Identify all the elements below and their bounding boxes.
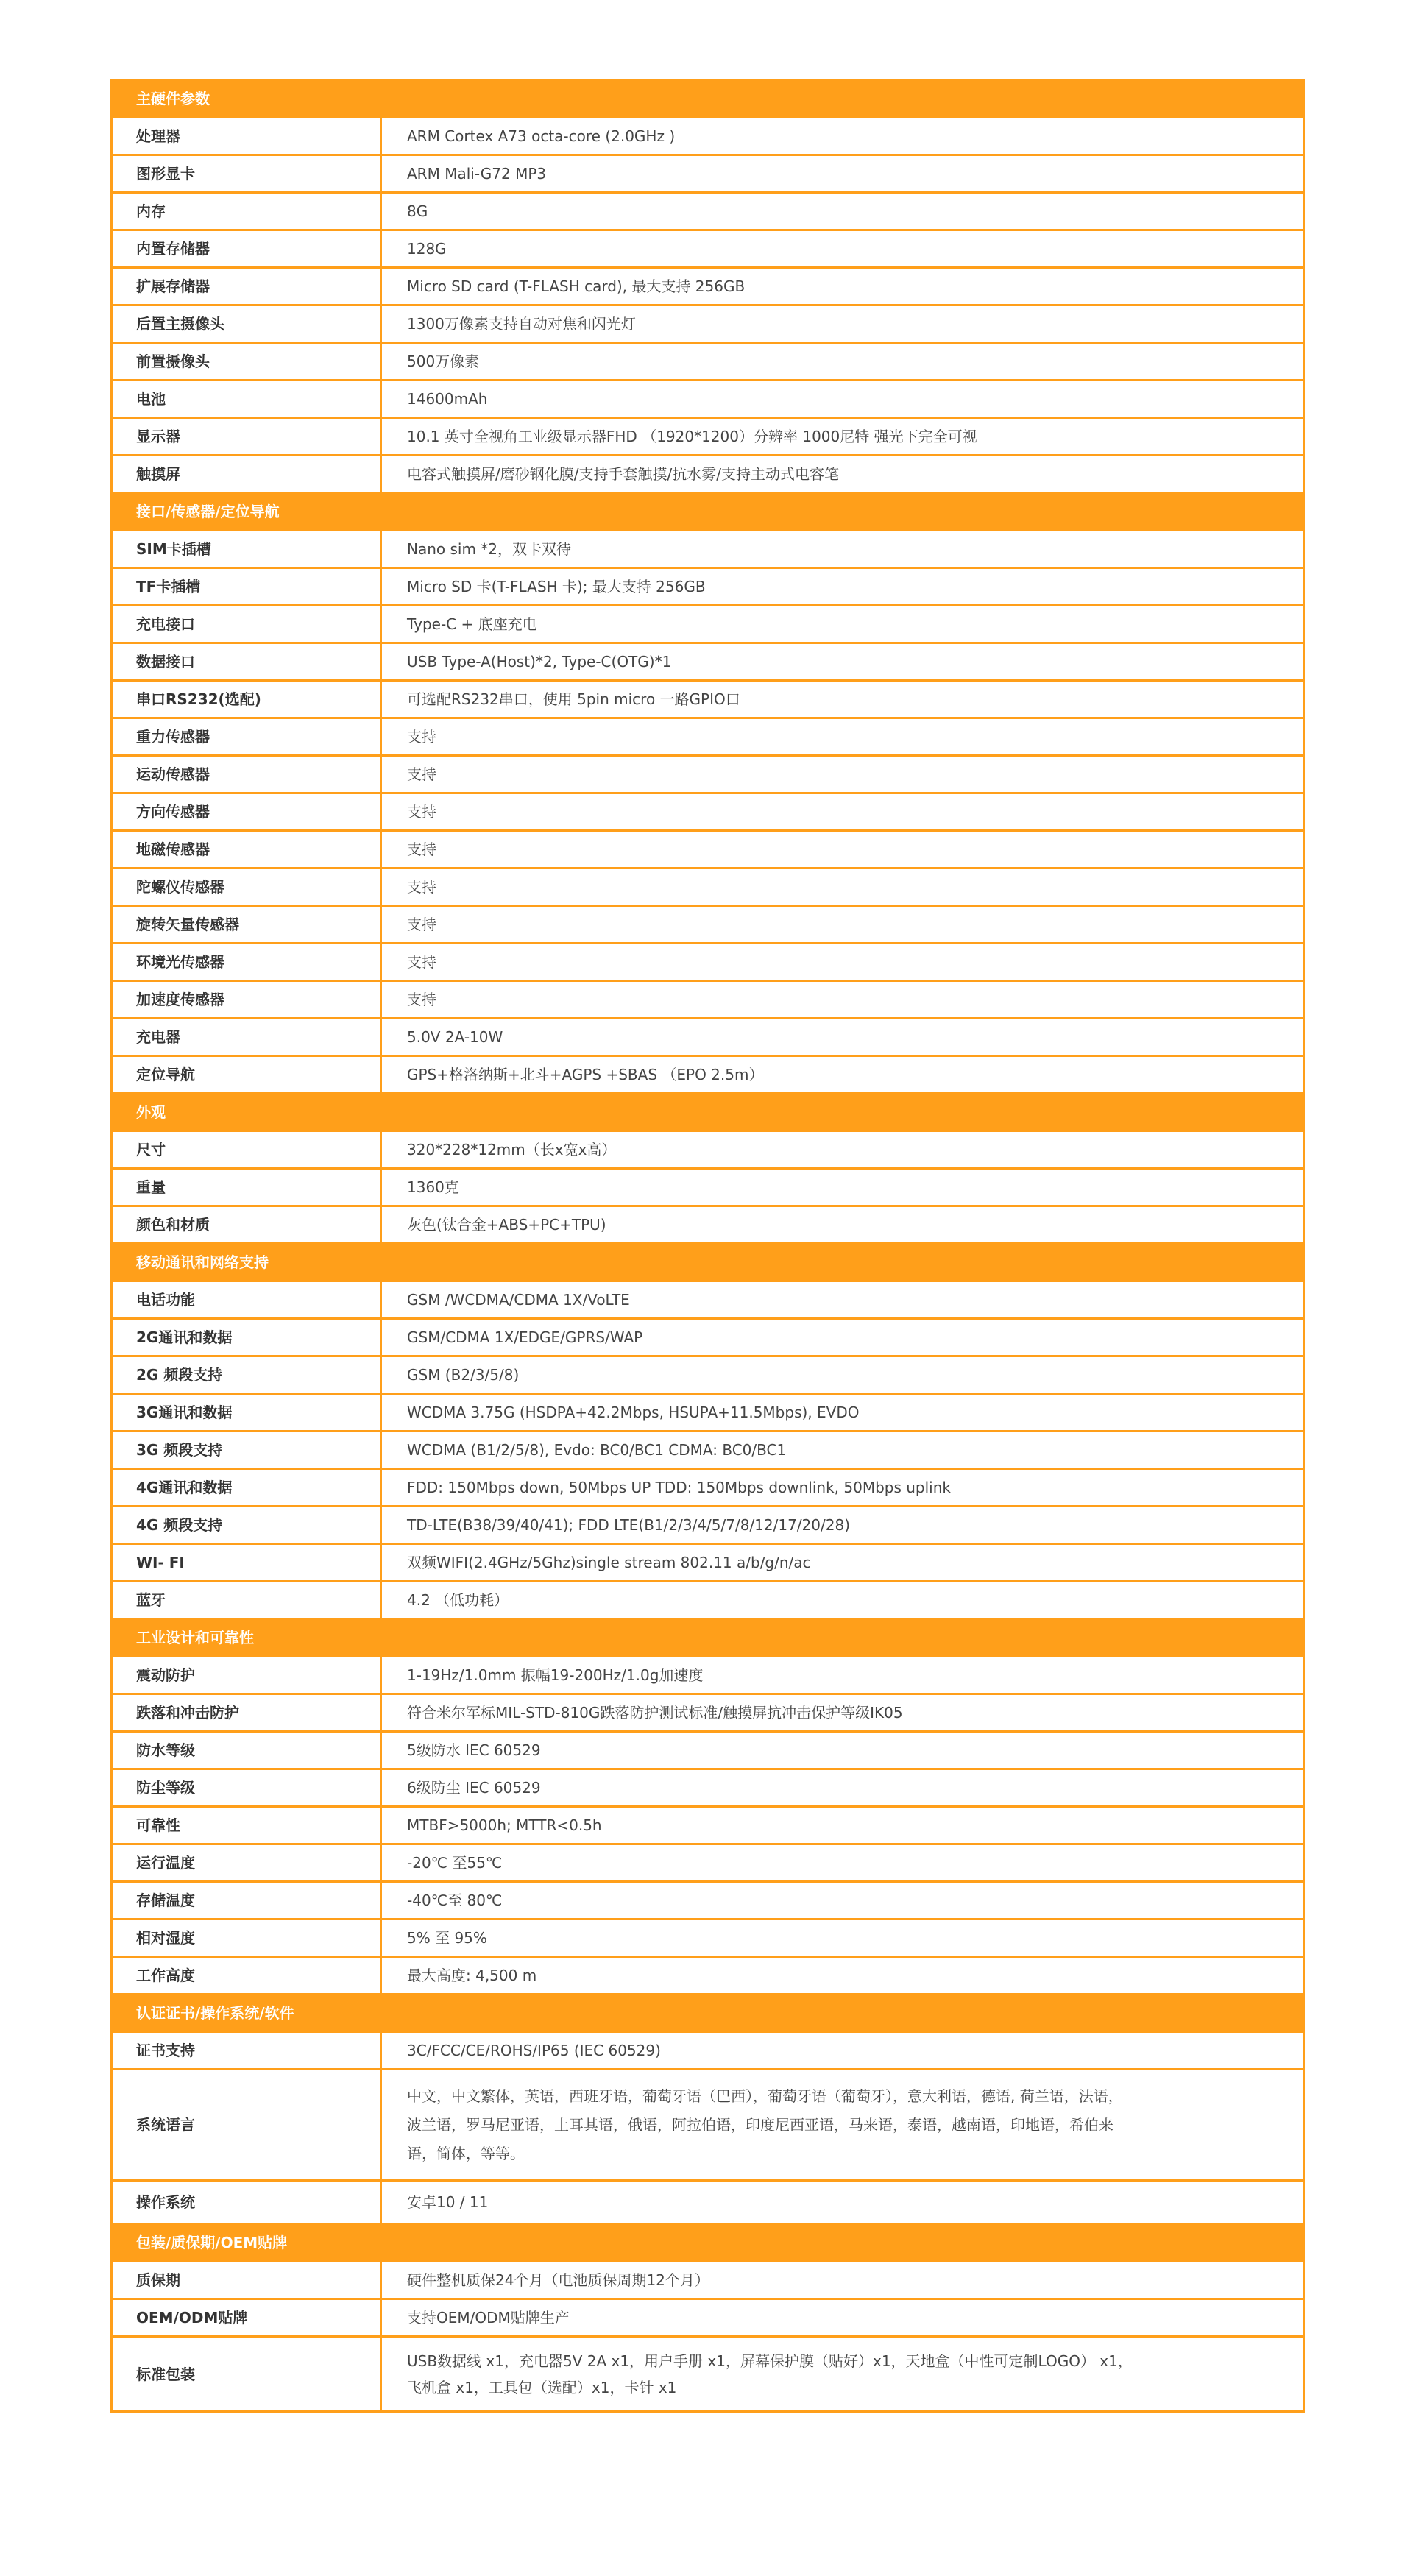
spec-row bbox=[112, 868, 1304, 906]
spec-label: 操作系统 bbox=[112, 2181, 381, 2224]
spec-label: 防尘等级 bbox=[112, 1769, 381, 1807]
spec-value: 最大高度: 4,500 m bbox=[381, 1957, 1304, 1995]
section-header-row bbox=[112, 80, 1304, 118]
spec-value: GSM/CDMA 1X/EDGE/GPRS/WAP bbox=[381, 1319, 1304, 1356]
section-header-row bbox=[112, 1995, 1304, 2032]
spec-label: 后置主摄像头 bbox=[112, 305, 381, 343]
spec-label: 标准包装 bbox=[112, 2337, 381, 2412]
spec-label: 显示器 bbox=[112, 418, 381, 456]
spec-row bbox=[112, 1844, 1304, 1882]
spec-row bbox=[112, 381, 1304, 418]
spec-value: 320*228*12mm（长x宽x高） bbox=[381, 1131, 1304, 1169]
section-title: 包装/质保期/OEM贴牌 bbox=[112, 2224, 1304, 2262]
spec-label: OEM/ODM贴牌 bbox=[112, 2299, 381, 2337]
spec-row bbox=[112, 1281, 1304, 1319]
spec-row bbox=[112, 1769, 1304, 1807]
spec-row bbox=[112, 1131, 1304, 1169]
spec-row bbox=[112, 1919, 1304, 1957]
spec-value: 4.2 （低功耗） bbox=[381, 1582, 1304, 1619]
spec-label: TF卡插槽 bbox=[112, 568, 381, 606]
spec-value: 支持 bbox=[381, 756, 1304, 793]
section-title: 工业设计和可靠性 bbox=[112, 1619, 1304, 1657]
spec-label: 旋转矢量传感器 bbox=[112, 906, 381, 944]
spec-value: 符合米尔军标MIL-STD-810G跌落防护测试标准/触摸屏抗冲击保护等级IK05 bbox=[381, 1694, 1304, 1732]
spec-row bbox=[112, 418, 1304, 456]
spec-value: 电容式触摸屏/磨砂钢化膜/支持手套触摸/抗水雾/支持主动式电容笔 bbox=[381, 456, 1304, 493]
spec-label: 运行温度 bbox=[112, 1844, 381, 1882]
spec-row bbox=[112, 643, 1304, 681]
spec-row bbox=[112, 1206, 1304, 1244]
spec-value: 支持 bbox=[381, 944, 1304, 981]
spec-value: 1360克 bbox=[381, 1169, 1304, 1206]
spec-label: 前置摄像头 bbox=[112, 343, 381, 381]
spec-value-line: 波兰语，罗马尼亚语，土耳其语，俄语，阿拉伯语，印度尼西亚语，马来语，泰语，越南语，印地语，希伯来 bbox=[407, 2115, 1113, 2134]
spec-label: 充电器 bbox=[112, 1019, 381, 1056]
spec-row bbox=[112, 1657, 1304, 1694]
spec-label: 可靠性 bbox=[112, 1807, 381, 1844]
spec-label: 重量 bbox=[112, 1169, 381, 1206]
spec-row bbox=[112, 305, 1304, 343]
section-header-row bbox=[112, 1244, 1304, 1281]
spec-label: 蓝牙 bbox=[112, 1582, 381, 1619]
spec-row bbox=[112, 1432, 1304, 1469]
spec-label: 2G通讯和数据 bbox=[112, 1319, 381, 1356]
spec-label: 3G通讯和数据 bbox=[112, 1394, 381, 1432]
spec-value: 5% 至 95% bbox=[381, 1919, 1304, 1957]
spec-value: 支持 bbox=[381, 906, 1304, 944]
spec-value: 1-19Hz/1.0mm 振幅19-200Hz/1.0g加速度 bbox=[381, 1657, 1304, 1694]
section-title: 外观 bbox=[112, 1094, 1304, 1131]
spec-row bbox=[112, 1394, 1304, 1432]
section-title: 主硬件参数 bbox=[112, 80, 1304, 118]
spec-row bbox=[112, 2262, 1304, 2299]
spec-value bbox=[381, 2337, 1304, 2412]
section-header-row bbox=[112, 1619, 1304, 1657]
spec-label: 触摸屏 bbox=[112, 456, 381, 493]
spec-label: 处理器 bbox=[112, 118, 381, 155]
spec-label: 4G 频段支持 bbox=[112, 1507, 381, 1544]
section-title: 接口/传感器/定位导航 bbox=[112, 493, 1304, 531]
spec-value: Micro SD 卡(T-FLASH 卡); 最大支持 256GB bbox=[381, 568, 1304, 606]
spec-value: WCDMA (B1/2/5/8), Evdo: BC0/BC1 CDMA: BC0/BC1 bbox=[381, 1432, 1304, 1469]
spec-row bbox=[112, 1694, 1304, 1732]
spec-row bbox=[112, 1732, 1304, 1769]
spec-row bbox=[112, 606, 1304, 643]
spec-value: GSM (B2/3/5/8) bbox=[381, 1356, 1304, 1394]
spec-value: 5级防水 IEC 60529 bbox=[381, 1732, 1304, 1769]
spec-value: ARM Cortex A73 octa-core (2.0GHz ) bbox=[381, 118, 1304, 155]
spec-row bbox=[112, 1544, 1304, 1582]
spec-label: 定位导航 bbox=[112, 1056, 381, 1094]
spec-label: 2G 频段支持 bbox=[112, 1356, 381, 1394]
spec-row bbox=[112, 681, 1304, 718]
spec-value: 10.1 英寸全视角工业级显示器FHD （1920*1200）分辨率 1000尼特 强光下完全可视 bbox=[381, 418, 1304, 456]
spec-value: 灰色(钛合金+ABS+PC+TPU) bbox=[381, 1206, 1304, 1244]
spec-label: 扩展存储器 bbox=[112, 268, 381, 305]
spec-value: 支持 bbox=[381, 831, 1304, 868]
spec-row bbox=[112, 1319, 1304, 1356]
spec-label: 3G 频段支持 bbox=[112, 1432, 381, 1469]
spec-row bbox=[112, 155, 1304, 193]
section-header-row bbox=[112, 493, 1304, 531]
spec-label: 电话功能 bbox=[112, 1281, 381, 1319]
spec-row bbox=[112, 1169, 1304, 1206]
spec-label: 环境光传感器 bbox=[112, 944, 381, 981]
spec-row bbox=[112, 906, 1304, 944]
spec-row bbox=[112, 2337, 1304, 2412]
spec-label: 尺寸 bbox=[112, 1131, 381, 1169]
spec-row bbox=[112, 230, 1304, 268]
spec-value: Nano sim *2，双卡双待 bbox=[381, 531, 1304, 568]
spec-label: 工作高度 bbox=[112, 1957, 381, 1995]
spec-value: USB Type-A(Host)*2, Type-C(OTG)*1 bbox=[381, 643, 1304, 681]
spec-value: 硬件整机质保24个月（电池质保周期12个月） bbox=[381, 2262, 1304, 2299]
spec-row bbox=[112, 1507, 1304, 1544]
spec-label: 电池 bbox=[112, 381, 381, 418]
spec-value: 14600mAh bbox=[381, 381, 1304, 418]
spec-row bbox=[112, 1356, 1304, 1394]
spec-label: 存储温度 bbox=[112, 1882, 381, 1919]
spec-value: 双频WIFI(2.4GHz/5Ghz)single stream 802.11 a/b/g/n/ac bbox=[381, 1544, 1304, 1582]
spec-value: 1300万像素支持自动对焦和闪光灯 bbox=[381, 305, 1304, 343]
spec-row bbox=[112, 1882, 1304, 1919]
spec-label: 相对湿度 bbox=[112, 1919, 381, 1957]
spec-label: SIM卡插槽 bbox=[112, 531, 381, 568]
spec-label: 数据接口 bbox=[112, 643, 381, 681]
spec-label: 加速度传感器 bbox=[112, 981, 381, 1019]
spec-row bbox=[112, 831, 1304, 868]
spec-value: 可选配RS232串口，使用 5pin micro 一路GPIO口 bbox=[381, 681, 1304, 718]
spec-value-line: 飞机盒 x1，工具包（选配）x1，卡针 x1 bbox=[407, 2378, 677, 2396]
spec-label: 图形显卡 bbox=[112, 155, 381, 193]
spec-row bbox=[112, 1469, 1304, 1507]
spec-label: 质保期 bbox=[112, 2262, 381, 2299]
spec-value: 支持 bbox=[381, 793, 1304, 831]
spec-label: 防水等级 bbox=[112, 1732, 381, 1769]
section-title: 移动通讯和网络支持 bbox=[112, 1244, 1304, 1281]
section-header-row bbox=[112, 1094, 1304, 1131]
spec-value-line: 中文，中文繁体，英语，西班牙语，葡萄牙语（巴西），葡萄牙语（葡萄牙），意大利语，德语, 荷兰语，法语， bbox=[407, 2087, 1123, 2105]
spec-table bbox=[110, 79, 1305, 2413]
spec-label: 证书支持 bbox=[112, 2032, 381, 2070]
spec-label: 内置存储器 bbox=[112, 230, 381, 268]
spec-label: 串口RS232(选配) bbox=[112, 681, 381, 718]
spec-row bbox=[112, 193, 1304, 230]
spec-value-line: 语，简体，等等。 bbox=[407, 2144, 525, 2162]
spec-row bbox=[112, 981, 1304, 1019]
spec-row bbox=[112, 793, 1304, 831]
spec-value: 支持OEM/ODM贴牌生产 bbox=[381, 2299, 1304, 2337]
spec-row bbox=[112, 718, 1304, 756]
spec-label: 跌落和冲击防护 bbox=[112, 1694, 381, 1732]
spec-value: 3C/FCC/CE/ROHS/IP65 (IEC 60529) bbox=[381, 2032, 1304, 2070]
spec-value: ARM Mali-G72 MP3 bbox=[381, 155, 1304, 193]
spec-row bbox=[112, 944, 1304, 981]
spec-value: GPS+格洛纳斯+北斗+AGPS +SBAS （EPO 2.5m） bbox=[381, 1056, 1304, 1094]
spec-row bbox=[112, 268, 1304, 305]
spec-value: 支持 bbox=[381, 718, 1304, 756]
spec-row bbox=[112, 118, 1304, 155]
spec-label: 内存 bbox=[112, 193, 381, 230]
spec-value: TD-LTE(B38/39/40/41); FDD LTE(B1/2/3/4/5/7/8/12/17/20/28) bbox=[381, 1507, 1304, 1544]
spec-value: 128G bbox=[381, 230, 1304, 268]
spec-value: 6级防尘 IEC 60529 bbox=[381, 1769, 1304, 1807]
spec-row bbox=[112, 2181, 1304, 2224]
spec-value: 8G bbox=[381, 193, 1304, 230]
spec-row bbox=[112, 2032, 1304, 2070]
section-title: 认证证书/操作系统/软件 bbox=[112, 1995, 1304, 2032]
spec-value bbox=[381, 2070, 1304, 2181]
spec-value: -20℃ 至55℃ bbox=[381, 1844, 1304, 1882]
spec-label: 震动防护 bbox=[112, 1657, 381, 1694]
spec-table-body bbox=[112, 80, 1304, 2412]
spec-value: 支持 bbox=[381, 868, 1304, 906]
spec-label: 方向传感器 bbox=[112, 793, 381, 831]
spec-value: Type-C + 底座充电 bbox=[381, 606, 1304, 643]
spec-label: 系统语言 bbox=[112, 2070, 381, 2181]
spec-label: 重力传感器 bbox=[112, 718, 381, 756]
spec-label: 颜色和材质 bbox=[112, 1206, 381, 1244]
spec-value: 500万像素 bbox=[381, 343, 1304, 381]
spec-row bbox=[112, 1957, 1304, 1995]
spec-row bbox=[112, 531, 1304, 568]
spec-value: 5.0V 2A-10W bbox=[381, 1019, 1304, 1056]
spec-value: 安卓10 / 11 bbox=[381, 2181, 1304, 2224]
spec-value: Micro SD card (T-FLASH card), 最大支持 256GB bbox=[381, 268, 1304, 305]
spec-row bbox=[112, 2299, 1304, 2337]
spec-label: 充电接口 bbox=[112, 606, 381, 643]
spec-label: 4G通讯和数据 bbox=[112, 1469, 381, 1507]
spec-label: 地磁传感器 bbox=[112, 831, 381, 868]
spec-value: 支持 bbox=[381, 981, 1304, 1019]
spec-label: 运动传感器 bbox=[112, 756, 381, 793]
spec-row bbox=[112, 1019, 1304, 1056]
spec-row bbox=[112, 343, 1304, 381]
spec-row bbox=[112, 1582, 1304, 1619]
spec-value: WCDMA 3.75G (HSDPA+42.2Mbps, HSUPA+11.5Mbps), EVDO bbox=[381, 1394, 1304, 1432]
spec-value: -40℃至 80℃ bbox=[381, 1882, 1304, 1919]
spec-row bbox=[112, 1807, 1304, 1844]
spec-label: 陀螺仪传感器 bbox=[112, 868, 381, 906]
spec-row bbox=[112, 756, 1304, 793]
spec-value: GSM /WCDMA/CDMA 1X/VoLTE bbox=[381, 1281, 1304, 1319]
section-header-row bbox=[112, 2224, 1304, 2262]
spec-row bbox=[112, 2070, 1304, 2181]
spec-value: MTBF>5000h; MTTR<0.5h bbox=[381, 1807, 1304, 1844]
spec-row bbox=[112, 1056, 1304, 1094]
spec-value: FDD: 150Mbps down, 50Mbps UP TDD: 150Mbps downlink, 50Mbps uplink bbox=[381, 1469, 1304, 1507]
spec-value-line: USB数据线 x1，充电器5V 2A x1，用户手册 x1，屏幕保护膜（贴好）x1，天地盒（中性可定制LOGO） x1， bbox=[407, 2352, 1133, 2370]
spec-row bbox=[112, 456, 1304, 493]
spec-label: WI- FI bbox=[112, 1544, 381, 1582]
spec-row bbox=[112, 568, 1304, 606]
